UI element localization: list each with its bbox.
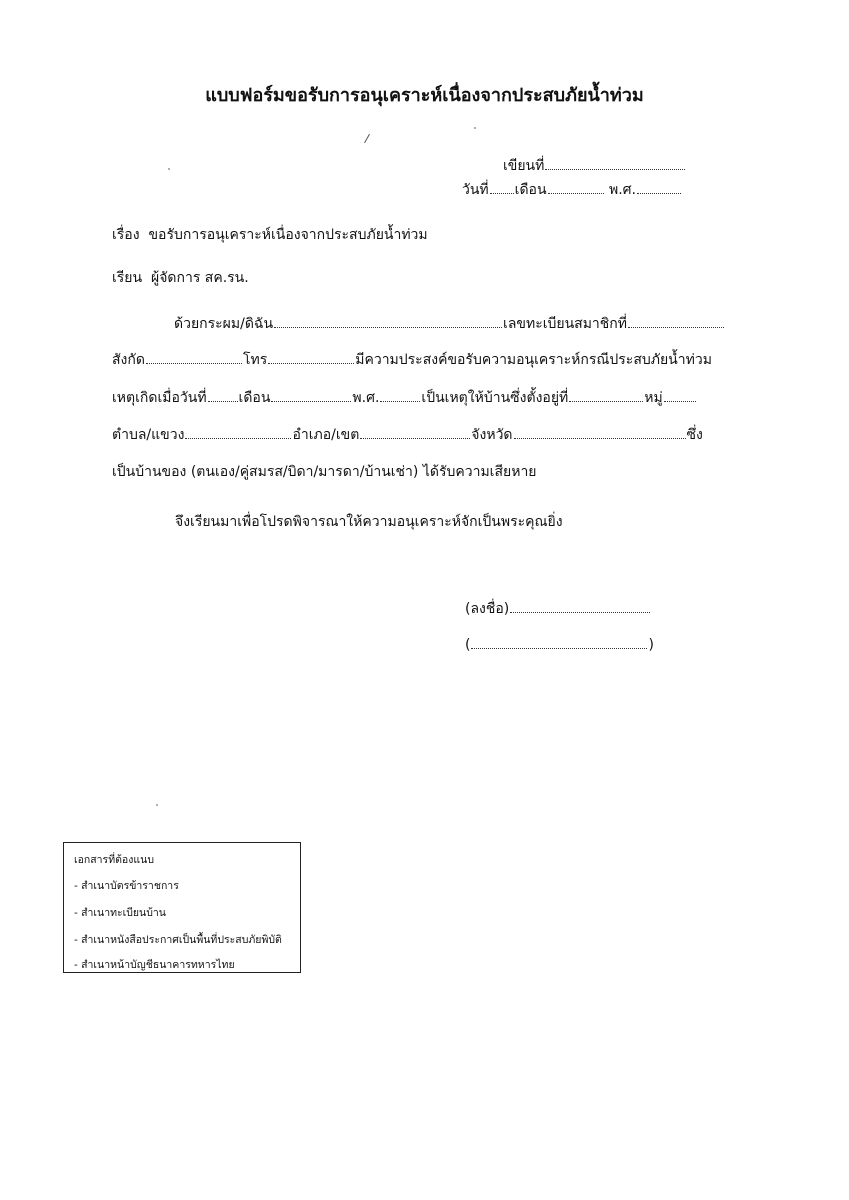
purpose-text: มีความประสงค์ขอรับความอนุเคราะห์กรณีประสบภัยน้ำท่วม xyxy=(355,352,712,368)
body-line-2 xyxy=(112,349,712,371)
form-title: แบบฟอร์มขอรับการอนุเคราะห์เนื่องจากประสบภัยน้ำท่วม xyxy=(205,85,644,106)
attachment-item: - สำเนาทะเบียนบ้าน xyxy=(74,907,166,919)
signature-label: (ลงชื่อ) xyxy=(465,601,510,617)
body-line-5: เป็นบ้านของ (ตนเอง/คู่สมรส/บิดา/มารดา/บ้านเช่า) ได้รับความเสียหาย xyxy=(112,464,537,480)
village-no-label: หมู่ xyxy=(644,390,663,406)
attachment-item: - สำเนาหน้าบัญชีธนาคารทหารไทย xyxy=(74,959,235,971)
event-year-field[interactable] xyxy=(380,387,420,402)
member-no-field[interactable] xyxy=(628,313,724,328)
body-line-3 xyxy=(112,387,697,409)
date-day-label: วันที่ xyxy=(462,182,489,198)
unit-field[interactable] xyxy=(146,349,242,364)
attachment-item: - สำเนาหนังสือประกาศเป็นพื้นที่ประสบภัยพิบัติ xyxy=(74,934,282,946)
signature-row xyxy=(465,598,651,620)
unit-label: สังกัด xyxy=(112,352,145,368)
date-day-field[interactable] xyxy=(490,179,514,194)
district-label: อำเภอ/เขต xyxy=(292,427,360,443)
phone-label: โทร xyxy=(242,352,268,368)
date-year-label: พ.ศ. xyxy=(608,182,636,198)
applicant-name-label: ด้วยกระผม/ดิฉัน xyxy=(174,316,274,332)
subject-text: ขอรับการอนุเคราะห์เนื่องจากประสบภัยน้ำท่วม xyxy=(148,227,428,243)
body-line-4 xyxy=(112,424,703,446)
subdistrict-label: ตำบล/แขวง xyxy=(112,427,185,443)
which-text: ซึ่ง xyxy=(686,427,703,443)
province-field[interactable] xyxy=(514,424,686,439)
date-month-label: เดือน xyxy=(514,182,547,198)
written-at-field[interactable] xyxy=(545,155,685,170)
signature-name-open: ( xyxy=(465,637,471,653)
event-month-label: เดือน xyxy=(238,390,271,406)
to-row xyxy=(112,267,249,289)
event-day-label: เหตุเกิดเมื่อวันที่ xyxy=(112,390,207,406)
attachments-heading: เอกสารที่ต้องแนบ xyxy=(74,854,154,866)
event-month-field[interactable] xyxy=(271,387,351,402)
signature-name-close: ) xyxy=(648,637,654,653)
attachments-box xyxy=(63,842,301,973)
signature-field[interactable] xyxy=(510,598,650,613)
date-row xyxy=(462,179,682,201)
scan-mark xyxy=(364,134,370,143)
district-field[interactable] xyxy=(360,424,470,439)
body-line-1 xyxy=(174,313,725,335)
phone-field[interactable] xyxy=(268,349,354,364)
written-at-row xyxy=(503,155,686,177)
closing-text: จึงเรียนมาเพื่อโปรดพิจารณาให้ความอนุเคราะห์จักเป็นพระคุณยิ่ง xyxy=(175,514,563,530)
village-no-field[interactable] xyxy=(664,387,696,402)
scan-speck xyxy=(156,804,158,806)
member-no-label: เลขทะเบียนสมาชิกที่ xyxy=(503,316,628,332)
subdistrict-field[interactable] xyxy=(185,424,291,439)
house-address-field[interactable] xyxy=(569,387,643,402)
attachment-item: - สำเนาบัตรข้าราชการ xyxy=(74,880,179,892)
scan-speck xyxy=(474,127,476,129)
date-year-field[interactable] xyxy=(637,179,681,194)
subject-row xyxy=(112,224,428,246)
subject-label: เรื่อง xyxy=(112,227,140,243)
event-day-field[interactable] xyxy=(208,387,238,402)
written-at-label: เขียนที่ xyxy=(503,158,545,174)
scan-speck xyxy=(168,168,170,170)
province-label: จังหวัด xyxy=(471,427,513,443)
applicant-name-field[interactable] xyxy=(274,313,502,328)
signature-name-field[interactable] xyxy=(471,634,647,649)
house-location-label: เป็นเหตุให้บ้านซึ่งตั้งอยู่ที่ xyxy=(421,390,569,406)
signature-name-row xyxy=(465,634,654,653)
to-text: ผู้จัดการ สค.รน. xyxy=(150,270,249,286)
date-month-field[interactable] xyxy=(548,179,604,194)
event-year-label: พ.ศ. xyxy=(352,390,380,406)
to-label: เรียน xyxy=(112,270,143,286)
